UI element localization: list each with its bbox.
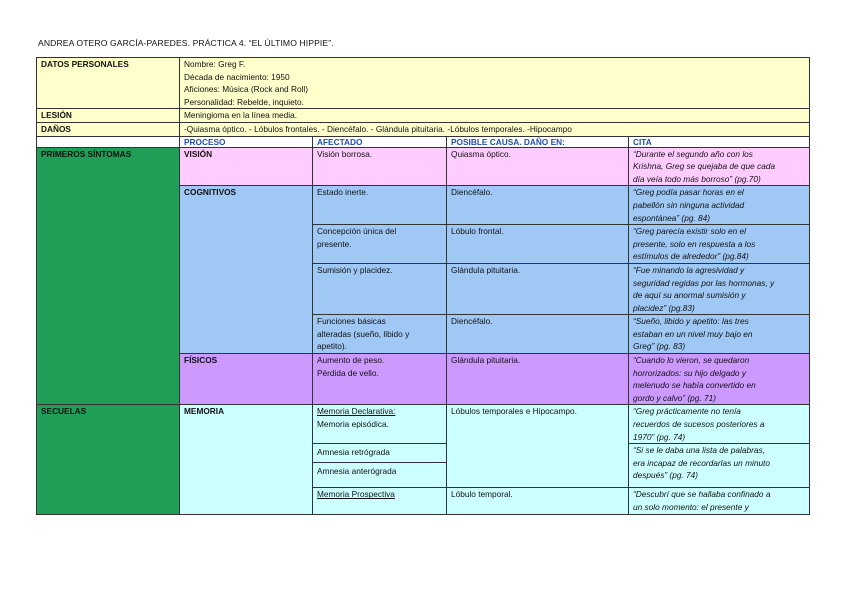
cita-line: 1970” (pg. 74) xyxy=(633,431,686,442)
cita-line: placidez” (pg.83) xyxy=(633,302,695,313)
cita-line: seguridad regidas por las hormonas, y xyxy=(633,277,775,288)
cita-line: “Greg prácticamente no tenía xyxy=(633,406,741,417)
cita-line: “Greg parecía existir solo en el xyxy=(633,226,746,237)
cita-line: “Durante el segundo año con los xyxy=(633,148,753,159)
cita-funciones-basicas xyxy=(629,315,810,354)
cita-line: presente, solo en respuesta a los xyxy=(633,238,756,249)
cita-memoria-3 xyxy=(629,488,810,514)
memoria-row-1 xyxy=(37,405,810,444)
cita-line: Krishna, Greg se quejaba de que cada xyxy=(633,161,776,172)
cita-line: pabellón sin ninguna actividad xyxy=(633,199,745,210)
header-causa: POSIBLE CAUSA. DAÑO EN: xyxy=(447,136,629,147)
afectado-line: Funciones básicas xyxy=(317,316,386,327)
causa-pituitaria: Glándula pituitaria. xyxy=(447,263,629,314)
cita-line: recuerdos de sucesos posteriores a xyxy=(633,419,765,430)
cita-line: día veía todo más borroso” (pg.70) xyxy=(633,173,761,184)
afectado-sumision: Sumisión y placidez. xyxy=(313,263,447,314)
memoria-declarativa-title: Memoria Declarativa: xyxy=(317,406,396,417)
header-cita: CITA xyxy=(629,136,810,147)
proceso-vision: VISIÓN xyxy=(180,147,313,186)
cita-line: gordo y calvo” (pg. 71) xyxy=(633,392,717,403)
secuelas-label: SECUELAS xyxy=(37,405,180,514)
cita-line: “Greg podía pasar horas en el xyxy=(633,187,744,198)
causa-temporales-hipocampo: Lóbulos temporales e Hipocampo. xyxy=(447,405,629,488)
cita-line: después” (pg. 74) xyxy=(633,470,699,481)
cita-line: “Cuando lo vieron, se quedaron xyxy=(633,355,750,366)
symptoms-table xyxy=(36,57,810,515)
vision-row xyxy=(37,147,810,186)
cita-line: horrorizados: su hijo delgado y xyxy=(633,367,746,378)
danos-label: DAÑOS xyxy=(37,122,180,136)
column-header-row xyxy=(37,136,810,147)
afectado-estado-inerte: Estado inerte. xyxy=(313,186,447,225)
amnesia-retrograda: Amnesia retrógrada xyxy=(317,447,390,458)
causa-lobulo-temporal: Lóbulo temporal. xyxy=(447,488,629,514)
causa-lobulo-frontal: Lóbulo frontal. xyxy=(447,225,629,264)
personal-decade: Década de nacimiento: 1950 xyxy=(184,71,290,82)
cita-line: estaban en un nivel muy bajo en xyxy=(633,328,753,339)
personal-details xyxy=(180,58,810,109)
cita-line: un solo momento: el presente y xyxy=(633,502,749,512)
afectado-line: Pérdida de vello. xyxy=(317,367,379,378)
cita-concepcion-presente xyxy=(629,225,810,264)
personal-label: DATOS PERSONALES xyxy=(37,58,180,109)
proceso-cognitivos: COGNITIVOS xyxy=(180,186,313,354)
cita-memoria-2 xyxy=(629,444,810,488)
primeros-sintomas-label: PRIMEROS SÍNTOMAS xyxy=(37,147,180,405)
cita-line: espontánea” (pg. 84) xyxy=(633,212,711,223)
header-empty xyxy=(37,136,180,147)
afectado-line: Aumento de peso. xyxy=(317,355,385,366)
cita-memoria-1 xyxy=(629,405,810,444)
afectado-memoria-prospectiva: Memoria Prospectiva xyxy=(313,488,447,514)
lesion-row xyxy=(37,109,810,123)
lesion-value: Meningioma en la línea media. xyxy=(180,109,810,123)
afectado-amnesias xyxy=(313,444,447,488)
afectado-line: alteradas (sueño, libido y xyxy=(317,328,410,339)
afectado-line: apetito). xyxy=(317,341,347,352)
personal-name: Nombre: Greg F. xyxy=(184,59,246,69)
personal-personality: Personalidad: Rebelde, inquieto. xyxy=(184,96,304,107)
afectado-fisicos xyxy=(313,354,447,405)
header-proceso: PROCESO xyxy=(180,136,313,147)
cita-line: “Sueño, libido y apetito: las tres xyxy=(633,316,749,327)
cita-line: “Descubrí que se hallaba confinado a xyxy=(633,489,771,500)
afectado-vision: Visión borrosa. xyxy=(313,147,447,186)
cita-line: era incapaz de recordarlas un minuto xyxy=(633,457,770,468)
danos-row xyxy=(37,122,810,136)
causa-diencefalo: Diencéfalo. xyxy=(447,186,629,225)
afectado-concepcion-presente xyxy=(313,225,447,264)
document-title: ANDREA OTERO GARCÍA-PAREDES. PRÁCTICA 4. “EL ÚLTIMO HIPPIE”. xyxy=(38,38,334,48)
afectado-funciones-basicas xyxy=(313,315,447,354)
afectado-line: presente. xyxy=(317,238,352,249)
causa-vision: Quiasma óptico. xyxy=(447,147,629,186)
cita-line: melenudo se había convertido en xyxy=(633,380,756,391)
memoria-episodica: Memoria episódica. xyxy=(317,419,389,430)
afectado-line: Concepción única del xyxy=(317,226,397,237)
cita-line: estímulos de alrededor” (pg.84) xyxy=(633,251,749,262)
personal-hobbies: Aficiones: Música (Rock and Roll) xyxy=(184,84,309,95)
proceso-fisicos: FÍSICOS xyxy=(180,354,313,405)
causa-pituitaria-2: Glándula pituitaria. xyxy=(447,354,629,405)
afectado-memoria-declarativa xyxy=(313,405,447,444)
header-afectado: AFECTADO xyxy=(313,136,447,147)
cita-line: “Si se le daba una lista de palabras, xyxy=(633,445,765,456)
cita-fisicos xyxy=(629,354,810,405)
cita-sumision xyxy=(629,263,810,314)
proceso-memoria: MEMORIA xyxy=(180,405,313,514)
lesion-label: LESIÓN xyxy=(37,109,180,123)
cita-line: “Fue minando la agresividad y xyxy=(633,264,745,275)
causa-diencefalo-2: Diencéfalo. xyxy=(447,315,629,354)
cita-line: de aquí su anormal sumisión y xyxy=(633,290,746,301)
personal-row xyxy=(37,58,810,109)
cita-estado-inerte xyxy=(629,186,810,225)
danos-value: -Quiasma óptico. - Lóbulos frontales. - Diencéfalo. - Glándula pituitaria. -Lóbulos temporales. -Hipocampo xyxy=(180,122,810,136)
amnesia-anterograda: Amnesia anterógrada xyxy=(313,462,446,488)
cita-vision xyxy=(629,147,810,186)
cita-line: Greg” (pg. 83) xyxy=(633,341,686,352)
